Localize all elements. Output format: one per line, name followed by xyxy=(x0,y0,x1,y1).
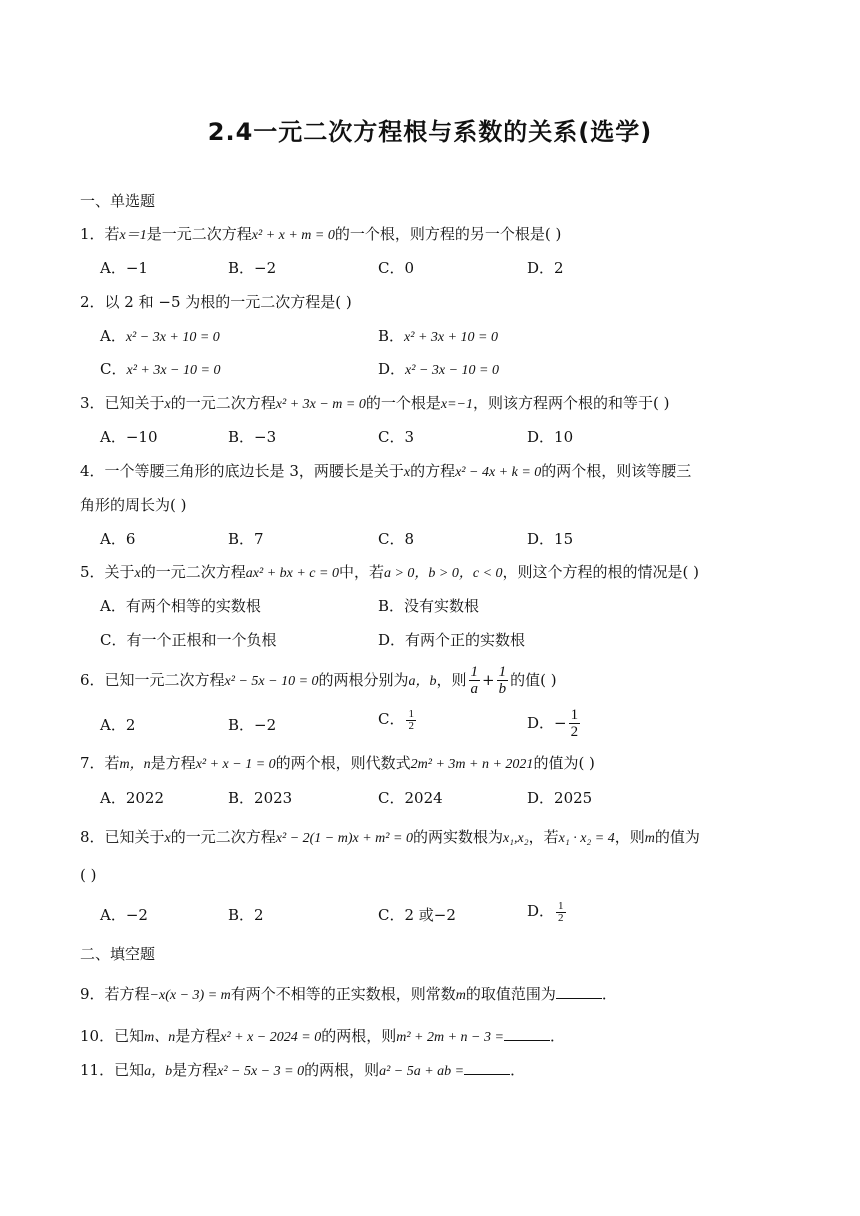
q3-text: 的一个根是 xyxy=(365,394,441,412)
q3-option-d: D．10 xyxy=(527,428,574,446)
q2-option-b xyxy=(378,325,498,349)
q6-fraction-2-denominator: b xyxy=(498,681,507,697)
q8-equation: x² − 2(1 − m)x + m² = 0 xyxy=(275,831,413,846)
q11-text: 的两根，则 xyxy=(304,1061,380,1079)
q4-text: 的方程 xyxy=(410,462,456,480)
q3-equation: x² + 3x − m = 0 xyxy=(275,397,366,412)
q4-option-a: A．6 xyxy=(100,530,136,548)
q1-text: 1．若 xyxy=(80,225,120,243)
q3-option-c: C．3 xyxy=(378,428,415,446)
q3-text: ，则该方程两个根的和等于( ) xyxy=(472,394,670,412)
q6-option-d-label: D．− xyxy=(527,714,567,732)
q9-equation: −x(x − 3) = m xyxy=(149,988,231,1003)
q6-plus: + xyxy=(482,671,495,689)
q6-option-d xyxy=(527,708,582,740)
q1-equation: x² + x + m = 0 xyxy=(251,228,335,243)
q5-text: ，则这个方程的根的情况是( ) xyxy=(502,563,700,581)
q3-option-b: B．−3 xyxy=(228,428,277,446)
q5-option-b: B．没有实数根 xyxy=(378,597,480,615)
q2-option-c-label: C． xyxy=(100,360,127,378)
q9-text: 9．若方程 xyxy=(80,985,150,1003)
q3-text: 3．已知关于 xyxy=(80,394,165,412)
q5-text: 的一元二次方程 xyxy=(140,563,246,581)
q11-text: 是方程 xyxy=(172,1061,218,1079)
q2-option-a xyxy=(100,325,220,349)
q1-option-c: C．0 xyxy=(378,259,415,277)
section-heading-single-choice: 一、单选题 xyxy=(80,192,156,210)
question-4 xyxy=(80,460,691,484)
question-8 xyxy=(80,826,700,850)
q8-option-d-denominator: 2 xyxy=(558,911,564,924)
q4-option-b: B．7 xyxy=(228,530,264,548)
q1-text: 的一个根，则方程的另一个根是( ) xyxy=(334,225,562,243)
q11-equation: x² − 5x − 3 = 0 xyxy=(217,1064,305,1079)
q3-text: 的一元二次方程 xyxy=(170,394,276,412)
question-4-line-2: 角形的周长为( ) xyxy=(80,496,187,514)
q6-math: a，b xyxy=(408,674,437,689)
q6-option-d-denominator: 2 xyxy=(570,724,579,740)
q11-math: a，b xyxy=(144,1064,173,1079)
question-10 xyxy=(80,1025,565,1049)
q6-option-c xyxy=(378,708,418,732)
q8-math: x₁ · x₂ = 4 xyxy=(558,831,615,846)
q5-text: 5．关于 xyxy=(80,563,135,581)
q1-option-d: D．2 xyxy=(527,259,564,277)
q10-text: 是方程 xyxy=(175,1027,221,1045)
question-2: 2．以 2 和 −5 为根的一元二次方程是( ) xyxy=(80,293,352,311)
q11-text: ． xyxy=(510,1061,526,1079)
question-1 xyxy=(80,223,561,247)
q7-text: 的两个根，则代数式 xyxy=(275,754,411,772)
q2-option-c xyxy=(100,358,220,382)
q5-math: x xyxy=(134,566,141,581)
q7-math: m，n xyxy=(119,757,151,772)
q5-math: a > 0，b > 0，c < 0 xyxy=(383,566,503,581)
q9-text: 有两个不相等的正实数根，则常数 xyxy=(230,985,456,1003)
q6-text: ，则 xyxy=(436,671,467,689)
q10-answer-blank[interactable] xyxy=(504,1026,550,1041)
q6-text: 的值( ) xyxy=(510,671,557,689)
q6-option-d-numerator: 1 xyxy=(570,707,579,723)
q6-fraction-1 xyxy=(469,665,481,697)
q6-equation: x² − 5x − 10 = 0 xyxy=(224,674,319,689)
q10-math: m、n xyxy=(144,1030,176,1045)
q2-option-a-label: A． xyxy=(100,327,126,345)
q8-option-d-fraction xyxy=(556,901,566,924)
q4-equation: x² − 4x + k = 0 xyxy=(455,465,542,480)
q8-math: m xyxy=(644,831,655,846)
q8-option-b: B．2 xyxy=(228,906,264,924)
q6-fraction-1-numerator: 1 xyxy=(470,664,479,680)
q2-option-d xyxy=(378,358,499,382)
q7-text: 7．若 xyxy=(80,754,120,772)
question-8-line-2: ( ) xyxy=(80,866,97,884)
q7-expression: 2m² + 3m + n + 2021 xyxy=(410,757,534,772)
q4-text: 的两个根，则该等腰三 xyxy=(541,462,692,480)
question-9 xyxy=(80,983,617,1007)
q8-text: 的一元二次方程 xyxy=(170,828,276,846)
q8-text: 的值为 xyxy=(654,828,700,846)
question-5 xyxy=(80,561,699,585)
q7-text: 的值为( ) xyxy=(533,754,595,772)
q6-option-c-numerator: 1 xyxy=(408,707,414,720)
q8-option-d xyxy=(527,900,568,924)
q7-equation: x² + x − 1 = 0 xyxy=(195,757,276,772)
q3-option-a: A．−10 xyxy=(100,428,158,446)
q3-math: x xyxy=(164,397,171,412)
q8-option-c: C．2 或−2 xyxy=(378,906,456,924)
q5-option-a: A．有两个相等的实数根 xyxy=(100,597,261,615)
q6-option-c-label: C． xyxy=(378,710,405,728)
q7-option-b: B．2023 xyxy=(228,789,293,807)
q1-math: x＝1 xyxy=(119,228,147,243)
q2-option-b-equation: x² + 3x + 10 = 0 xyxy=(404,330,498,345)
q5-option-d: D．有两个正的实数根 xyxy=(378,631,526,649)
q8-text: ，则 xyxy=(614,828,645,846)
q10-expression: m² + 2m + n − 3 = xyxy=(396,1030,504,1045)
question-11 xyxy=(80,1059,525,1083)
q7-option-a: A．2022 xyxy=(100,789,165,807)
q9-text: 的取值范围为 xyxy=(465,985,556,1003)
q4-option-c: C．8 xyxy=(378,530,415,548)
q6-option-c-denominator: 2 xyxy=(408,719,414,732)
q2-option-c-equation: x² + 3x − 10 = 0 xyxy=(126,363,221,378)
q8-text: 的两实数根为 xyxy=(412,828,503,846)
q10-equation: x² + x − 2024 = 0 xyxy=(220,1030,322,1045)
q1-option-a: A．−1 xyxy=(100,259,148,277)
question-3 xyxy=(80,392,669,416)
q8-text: 8．已知关于 xyxy=(80,828,165,846)
q9-answer-blank[interactable] xyxy=(556,984,602,999)
q10-text: 10．已知 xyxy=(80,1027,145,1045)
q9-text: ． xyxy=(601,985,617,1003)
q7-text: 是方程 xyxy=(150,754,196,772)
q5-equation: ax² + bx + c = 0 xyxy=(245,566,339,581)
q6-fraction-1-denominator: a xyxy=(470,681,479,697)
q6-fraction-2-numerator: 1 xyxy=(498,664,507,680)
q4-math: x xyxy=(403,465,411,480)
q6-text: 的两根分别为 xyxy=(318,671,409,689)
question-7 xyxy=(80,752,595,776)
q8-option-a: A．−2 xyxy=(100,906,148,924)
q8-option-d-numerator: 1 xyxy=(558,899,564,912)
q8-option-d-label: D． xyxy=(527,902,555,920)
q2-option-d-label: D． xyxy=(378,360,406,378)
q2-option-a-equation: x² − 3x + 10 = 0 xyxy=(125,330,220,345)
q10-text: ． xyxy=(549,1027,565,1045)
q6-option-a: A．2 xyxy=(100,716,136,734)
q6-text: 6．已知一元二次方程 xyxy=(80,671,225,689)
q7-option-d: D．2025 xyxy=(527,789,593,807)
q10-text: 的两根，则 xyxy=(321,1027,397,1045)
q4-option-d: D．15 xyxy=(527,530,574,548)
q5-text: 中，若 xyxy=(338,563,384,581)
q11-text: 11．已知 xyxy=(80,1061,145,1079)
q3-math: x=−1 xyxy=(440,397,473,412)
q6-fraction-2 xyxy=(497,665,509,697)
q1-text: 是一元二次方程 xyxy=(146,225,252,243)
q9-math: m xyxy=(455,988,466,1003)
q2-option-b-label: B． xyxy=(378,327,405,345)
q11-answer-blank[interactable] xyxy=(464,1060,510,1075)
q6-option-d-fraction xyxy=(569,708,581,740)
q8-math: x xyxy=(164,831,171,846)
q11-expression: a² − 5a + ab = xyxy=(379,1064,465,1079)
q8-math: x₁,x₂ xyxy=(502,831,529,846)
q6-option-b: B．−2 xyxy=(228,716,277,734)
q7-option-c: C．2024 xyxy=(378,789,443,807)
section-heading-fill-in: 二、填空题 xyxy=(80,945,156,963)
q6-option-c-fraction xyxy=(406,709,416,732)
q8-text: ，若 xyxy=(528,828,559,846)
q1-option-b: B．−2 xyxy=(228,259,277,277)
page-title: 2.4一元二次方程根与系数的关系(选学) xyxy=(207,118,653,146)
question-6 xyxy=(80,665,557,697)
q2-option-d-equation: x² − 3x − 10 = 0 xyxy=(405,363,499,378)
q5-option-c: C．有一个正根和一个负根 xyxy=(100,631,277,649)
q4-text: 4．一个等腰三角形的底边长是 3，两腰长是关于 xyxy=(80,462,404,480)
